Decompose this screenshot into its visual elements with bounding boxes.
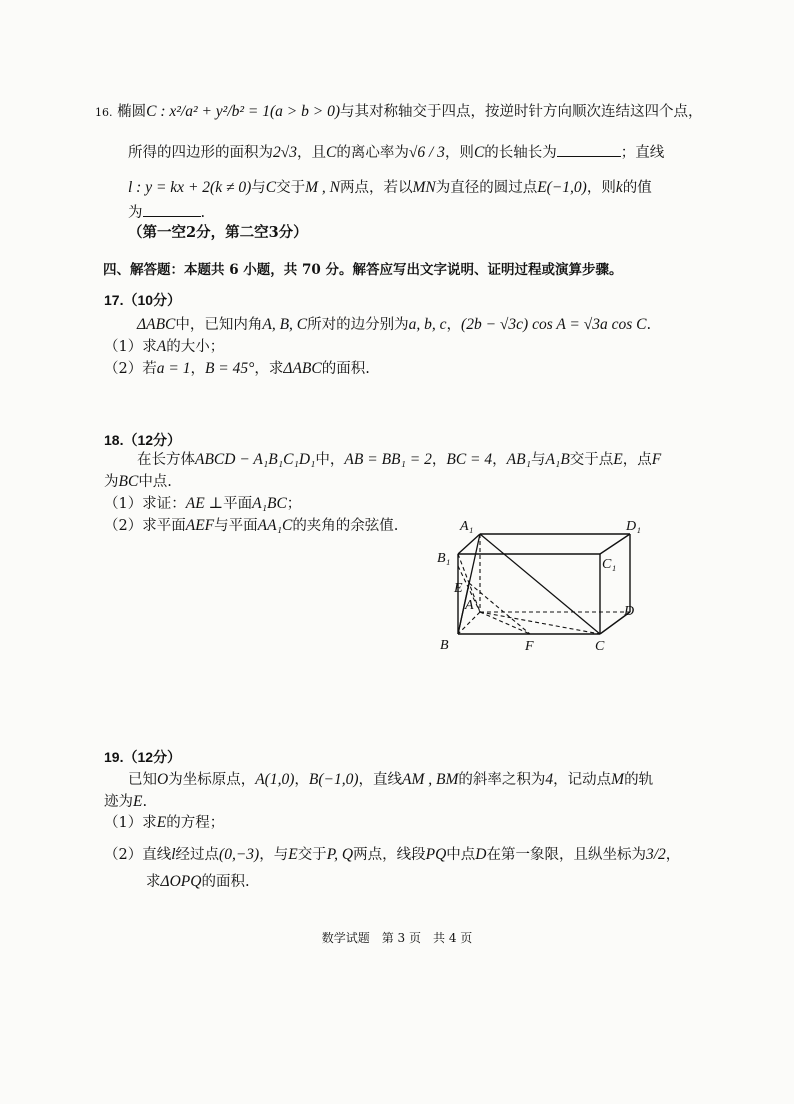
math-expr: a, b, c: [408, 316, 447, 333]
q17-heading: 17.（10分）: [104, 292, 182, 308]
q17-text: .: [646, 317, 652, 333]
label-D: D: [624, 604, 635, 619]
hidden-edge: [458, 612, 480, 634]
q18-text: 的夹角的余弦值.: [292, 518, 399, 534]
q19-text: 中点: [446, 847, 476, 863]
q16-line3: [128, 178, 652, 198]
math-expr: F: [651, 451, 662, 468]
math-expr: C: [265, 179, 277, 196]
label-C1: C₁: [602, 557, 617, 572]
q17-text: ，求: [254, 361, 284, 377]
math-expr: E(−1,0): [537, 179, 587, 196]
q16-text: ，则: [586, 180, 616, 196]
math-expr: O: [157, 771, 169, 788]
q19-text: 两点，线段: [353, 847, 426, 863]
q19-stem-cont: [104, 792, 147, 812]
q19-text: ，与: [259, 847, 289, 863]
q16-text: 的离心率为: [336, 145, 409, 161]
q19-text: 的轨: [624, 772, 654, 788]
math-expr: B(−1,0): [308, 771, 359, 788]
math-expr: C: [326, 144, 337, 161]
math-expr: D: [475, 846, 487, 863]
math-expr: M: [611, 771, 625, 788]
q18-stem: [137, 450, 661, 470]
q16-score-note: （第一空2分，第二空3分）: [128, 224, 308, 241]
q16-text: 为直径的圆过点: [435, 180, 538, 196]
q19-text: ，记动点: [553, 772, 612, 788]
q16-line2: [128, 142, 664, 163]
q16-text: ，则: [444, 145, 474, 161]
math-expr: E: [288, 846, 298, 863]
q17-text: 的面积.: [321, 361, 370, 377]
label-B: B: [440, 638, 449, 653]
q17-stem: [137, 315, 651, 335]
math-expr: l : y = kx + 2(k ≠ 0): [128, 179, 252, 196]
math-expr: AEF: [185, 517, 215, 534]
q18-part2: [104, 516, 398, 536]
math-expr: E: [613, 451, 623, 468]
answer-blank-2[interactable]: [143, 202, 201, 217]
math-expr: A₁BC: [252, 495, 287, 512]
q16-text: 所得的四边形的面积为: [128, 145, 273, 161]
q18-text: 为: [104, 474, 119, 490]
math-expr: ABCD − A₁B₁C₁D₁: [195, 451, 316, 468]
q17-part1: [104, 337, 224, 357]
math-expr: BC: [118, 473, 139, 490]
q18-text: （2）求平面: [104, 518, 186, 534]
q19-part2-cont: [146, 872, 250, 892]
label-E: E: [454, 581, 463, 596]
q19-text: ，: [294, 772, 309, 788]
math-expr: 3/2: [645, 846, 666, 863]
q19-stem: [128, 770, 653, 790]
q16-text: 两点，若以: [339, 180, 413, 196]
math-expr: B = 45°: [204, 360, 255, 377]
q18-text: 中点.: [138, 474, 172, 490]
math-expr: AB₁: [506, 451, 531, 468]
q17-text: 的大小；: [166, 339, 225, 355]
math-expr: √6 / 3: [408, 144, 445, 161]
math-expr: AM , BM: [402, 771, 459, 788]
q19-text: 的方程；: [166, 815, 225, 831]
q19-text: 经过点: [175, 847, 220, 863]
q18-text: ，: [492, 452, 507, 468]
label-F: F: [525, 639, 534, 654]
section-heading: 四、解答题：本题共 6 小题，共 70 分。解答应写出文字说明、证明过程或演算步骤。: [103, 262, 623, 278]
q17-text: ，: [446, 317, 462, 333]
math-expr: ΔABC: [137, 316, 176, 333]
q16-number: 16.: [95, 106, 113, 119]
math-expr: MN: [412, 179, 436, 196]
q19-part1: [104, 813, 224, 833]
math-expr: ΔABC: [283, 360, 322, 377]
math-expr: ΔOPQ: [160, 873, 202, 890]
q16-text: 与: [251, 180, 266, 196]
q17-text: 所对的边分别为: [307, 317, 409, 333]
q19-text: ，直线: [358, 772, 403, 788]
q16-text: 与其对称轴交于四点，按逆时针方向顺次连结这四个点，: [339, 104, 703, 120]
math-expr: A, B, C: [262, 316, 308, 333]
math-expr: a = 1: [156, 360, 191, 377]
q16-line1: [95, 102, 702, 123]
q19-part2: [104, 845, 680, 865]
label-A1: A₁: [460, 519, 474, 534]
q18-text: 交于点: [569, 452, 614, 468]
math-expr: M , N: [305, 179, 340, 196]
q19-text: 求: [146, 874, 161, 890]
math-expr: P, Q: [326, 846, 354, 863]
q16-text: 的长轴长为: [484, 145, 557, 161]
q17-part2: [104, 359, 370, 379]
q18-text: 在长方体: [137, 452, 195, 468]
label-B1: B₁: [437, 551, 451, 566]
q19-text: 交于: [297, 847, 327, 863]
q17-text: 中，已知内角: [175, 317, 263, 333]
q18-text: 与平面: [214, 518, 258, 534]
ellipse-equation: C : x²/a² + y²/b² = 1(a > b > 0): [146, 103, 340, 120]
math-expr: E: [133, 793, 143, 810]
q19-text: 已知: [128, 772, 157, 788]
math-expr: A₁B: [545, 451, 570, 468]
math-expr: C: [473, 144, 485, 161]
q19-text: 的斜率之积为: [458, 772, 546, 788]
q19-text: （1）求: [104, 815, 157, 831]
q18-part1: [104, 494, 301, 514]
q16-text: 椭圆: [117, 104, 147, 120]
math-expr: BC = 4: [446, 451, 493, 468]
q16-text: ；直线: [620, 145, 665, 161]
q17-text: （1）求: [104, 339, 157, 355]
math-expr: AE ⊥: [185, 495, 224, 512]
q19-text: 为坐标原点，: [168, 772, 256, 788]
q16-text: 交于: [276, 180, 306, 196]
math-expr: 2√3: [273, 144, 298, 161]
hidden-edge: [480, 612, 530, 634]
q19-text: 的面积.: [201, 874, 250, 890]
math-expr: A(1,0): [255, 771, 295, 788]
q16-text: 为: [128, 205, 143, 221]
page-footer: 数学试题 第 3 页 共 4 页: [321, 931, 473, 945]
math-expr: AA₁C: [257, 517, 293, 534]
q16-text: ，且: [297, 145, 327, 161]
q18-text: ；: [286, 496, 302, 512]
q19-text: 在第一象限，且纵坐标为: [486, 847, 646, 863]
diagonal: [480, 534, 600, 634]
q17-text: （2）若: [104, 361, 157, 377]
label-C: C: [595, 639, 605, 654]
q19-heading: 19.（12分）: [104, 749, 182, 765]
edge: [600, 534, 630, 554]
q16-text: 的值: [622, 180, 652, 196]
label-D1: D₁: [626, 519, 641, 534]
q19-text: 迹为: [104, 794, 133, 810]
q17-text: ，: [190, 361, 205, 377]
q18-stem-cont: [104, 472, 172, 492]
q18-text: ，点: [622, 452, 652, 468]
q19-text: ，: [665, 847, 681, 863]
math-expr: E: [156, 814, 167, 831]
q18-text: 中，: [315, 452, 345, 468]
math-expr: A: [156, 338, 167, 355]
q18-text: ，: [431, 452, 447, 468]
math-expr: l: [171, 846, 176, 863]
q16-text: .: [200, 205, 206, 221]
answer-blank-1[interactable]: [557, 142, 621, 157]
cuboid-figure: [420, 512, 660, 662]
math-expr: (0,−3): [219, 846, 260, 863]
math-expr: (2b − √3c) cos A = √3a cos C: [461, 316, 647, 333]
q16-line4: [128, 202, 205, 223]
math-expr: AB = BB₁ = 2: [344, 451, 432, 468]
hidden-edge: [480, 612, 600, 634]
label-A: A: [465, 598, 474, 613]
q18-heading: 18.（12分）: [104, 432, 182, 448]
q18-text: 平面: [223, 496, 253, 512]
math-expr: k: [615, 179, 623, 196]
math-expr: PQ: [425, 846, 447, 863]
q19-text: .: [142, 794, 148, 810]
math-expr: 4: [545, 771, 554, 788]
q18-text: 与: [530, 452, 546, 468]
q18-text: （1）求证：: [104, 496, 186, 512]
q19-text: （2）直线: [104, 847, 172, 863]
